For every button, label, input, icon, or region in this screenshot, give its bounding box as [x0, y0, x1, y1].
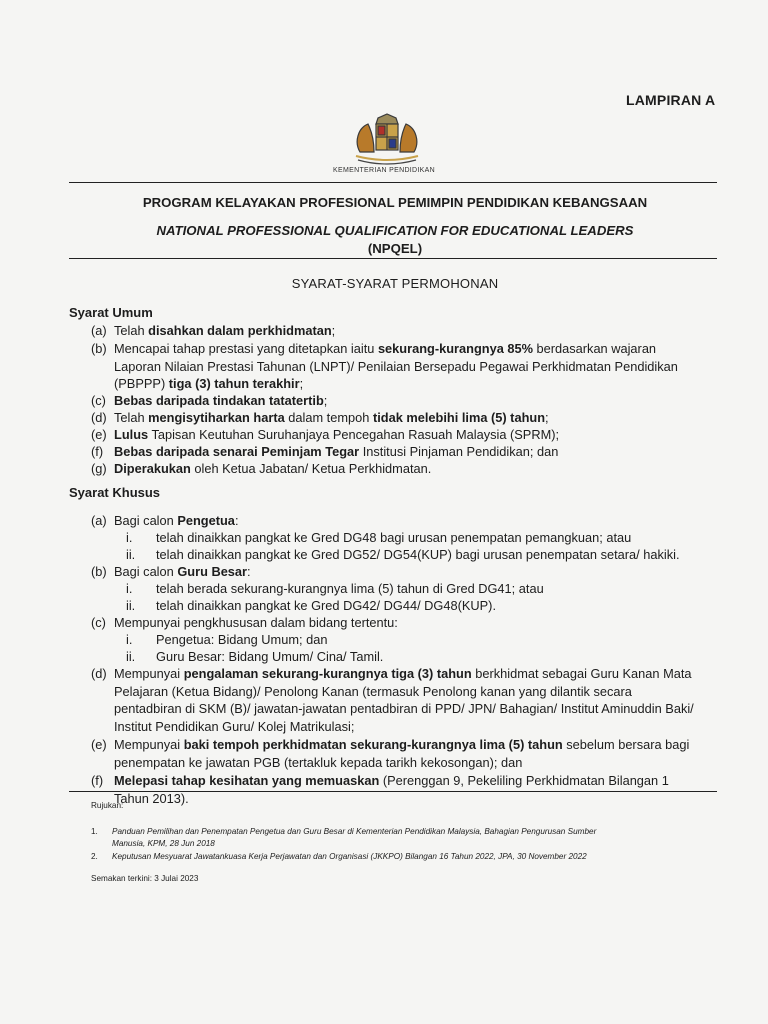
list-item: (f) Bebas daripada senarai Peminjam Tegar Institusi Pinjaman Pendidikan; dan [91, 444, 559, 459]
list-item: (a) Bagi calon Pengetua: [91, 513, 239, 528]
footer-divider [69, 791, 717, 792]
sub-item: ii. Guru Besar: Bidang Umum/ Cina/ Tamil. [126, 649, 384, 664]
special-heading: Syarat Khusus [69, 485, 161, 500]
general-heading: Syarat Umum [69, 305, 153, 320]
list-item: (d) Telah mengisytiharkan harta dalam tempoh tidak melebihi lima (5) tahun; [91, 410, 549, 425]
list-item: (b) Bagi calon Guru Besar: [91, 564, 251, 579]
list-item: (e) Lulus Tapisan Keutuhan Suruhanjaya Pencegahan Rasuah Malaysia (SPRM); [91, 427, 560, 442]
title-english: NATIONAL PROFESSIONAL QUALIFICATION FOR EDUCATIONAL LEADERS [156, 223, 634, 238]
list-item: (e) Mempunyai baki tempoh perkhidmatan sekurang-kurangnya lima (5) tahun sebelum bersara bagi penempatan ke jawatan PGB (tertakluk kepada tarikh kekosongan); dan [91, 737, 690, 770]
section-title: SYARAT-SYARAT PERMOHONAN [291, 276, 499, 291]
list-item: (d) Mempunyai pengalaman sekurang-kurangnya tiga (3) tahun berkhidmat sebagai Guru Kanan Mata Pelajaran (Ketua Bidang)/ Penolong Kanan (termasuk Penolong kanan yang dilantik secara pentadbiran di SKM (B)/ jawatan-jawatan pentadbiran di PPD/ JPN/ Bahagian/ Institut Aminuddin Baki/ Institut Pendidikan Guru/ Kolej Matrikulasi; [91, 666, 694, 734]
title-acronym: (NPQEL) [367, 241, 423, 256]
list-item: (f) Melepasi tahap kesihatan yang memuaskan (Perenggan 9, Pekeliling Perkhidmatan Bilangan 1 Tahun 2013). [91, 773, 669, 806]
title-malay: PROGRAM KELAYAKAN PROFESIONAL PEMIMPIN PENDIDIKAN KEBANGSAAN [142, 195, 648, 210]
list-item: (c) Mempunyai pengkhususan dalam bidang tertentu: [91, 615, 398, 630]
sub-item: i. telah berada sekurang-kurangnya lima (5) tahun di Gred DG41; atau [126, 581, 544, 596]
title-divider [69, 258, 717, 259]
references-heading: Rujukan: [91, 801, 124, 810]
malaysia-coat-of-arms-icon [346, 112, 428, 170]
document-page: LAMPIRAN A KEMENTERIAN PENDIDIKAN PROGRAM KELAYAKAN PROFESIONAL PEMIMPIN PENDIDIKAN KEBANGSAAN NATIONAL PROFESSIONAL QUALIFICATION FOR EDUCATIONAL LEADERS (NPQEL) SYARAT-SYARAT PERMOHONAN Syarat Umum (a) Telah disahkan dalam perkhidmatan; (b) Mencapai tahap prestasi yang ditetapkan iaitu sekurang-kurangnya 85% berdasarkan wajaran Laporan Nilaian Prestasi Tahunan (LNPT)/ Penilaian Bersepadu Pegawai Perkhidmatan Pendidikan (PBPPP) tiga (3) tahun terakhir; (c) Bebas daripada tindakan tatatertib; (d) Telah mengisytiharkan harta dalam tempoh tidak melebihi lima (5) tahun; (e) Lulus Tapisan Keutuhan Suruhanjaya Pencegahan Rasuah Malaysia (SPRM); (f) Bebas daripada senarai Peminjam Tegar Institusi Pinjaman Pendidikan; dan (g) Diperakukan oleh Ketua Jabatan/ Ketua Perkhidmatan. Syarat Khusus (a) Bagi calon Pengetua: i. telah dinaikkan pangkat ke Gred DG48 bagi urusan penempatan pemangkuan; atau ii. telah dinaikkan pangkat ke Gred DG52/ DG54(KUP) bagi urusan penempatan setara/ hakiki. (b) Bagi calon Guru Besar: i. telah berada sekurang-kurangnya lima (5) tahun di Gred DG41; atau ii. telah dinaikkan pangkat ke Gred DG42/ DG44/ DG48(KUP). (c) Mempunyai pengkhususan dalam bidang tertentu: i. Pengetua: Bidang Umum; dan ii. Guru Besar: Bidang Umum/ Cina/ Tamil. (d) Mempunyai pengalaman sekurang-kurangnya tiga (3) tahun berkhidmat sebagai Guru Kanan Mata Pelajaran (Ketua Bidang)/ Penolong Kanan (termasuk Penolong kanan yang dilantik secara pentadbiran di SKM (B)/ jawatan-jawatan pentadbiran di PPD/ JPN/ Bahagian/ Institut Aminuddin Baki/ Institut Pendidikan Guru/ Kolej Matrikulasi; (e) Mempunyai baki tempoh perkhidmatan sekurang-kurangnya lima (5) tahun sebelum bersara bagi penempatan ke jawatan PGB (tertakluk kepada tarikh kekosongan); dan (f) Melepasi tahap kesihatan yang memuaskan (Perenggan 9, Pekeliling Perkhidmatan Bilangan 1 Tahun 2013). Rujukan: 1. Panduan Pemilihan dan Penempatan Pengetua dan Guru Besar di Kementerian Pendidikan Malaysia, Bahagian Pengurusan Sumber Manusia, KPM, 28 Jun 2018 2. Keputusan Mesyuarat Jawatankuasa Kerja Perjawatan dan Organisasi (JKKPO) Bilangan 16 Tahun 2022, JPA, 30 November 2022 Semakan terkini: 3 Julai 2023 [0, 0, 768, 1024]
list-item: (g) Diperakukan oleh Ketua Jabatan/ Ketua Perkhidmatan. [91, 461, 432, 476]
revision-date: Semakan terkini: 3 Julai 2023 [91, 874, 199, 883]
sub-item: ii. telah dinaikkan pangkat ke Gred DG42/ DG44/ DG48(KUP). [126, 598, 496, 613]
list-item: (a) Telah disahkan dalam perkhidmatan; [91, 323, 336, 338]
list-item: (b) Mencapai tahap prestasi yang ditetapkan iaitu sekurang-kurangnya 85% berdasarkan wajaran Laporan Nilaian Prestasi Tahunan (LNPT)/ Penilaian Bersepadu Pegawai Perkhidmatan Pendidikan (PBPPP) tiga (3) tahun terakhir; [91, 341, 678, 391]
sub-item: i. telah dinaikkan pangkat ke Gred DG48 bagi urusan penempatan pemangkuan; atau [126, 530, 632, 545]
header-divider [69, 182, 717, 183]
sub-item: ii. telah dinaikkan pangkat ke Gred DG52/ DG54(KUP) bagi urusan penempatan setara/ hakiki. [126, 547, 680, 562]
ministry-name: KEMENTERIAN PENDIDIKAN [333, 167, 435, 174]
list-item: (c) Bebas daripada tindakan tatatertib; [91, 393, 328, 408]
annex-label: LAMPIRAN A [626, 92, 716, 108]
sub-item: i. Pengetua: Bidang Umum; dan [126, 632, 328, 647]
